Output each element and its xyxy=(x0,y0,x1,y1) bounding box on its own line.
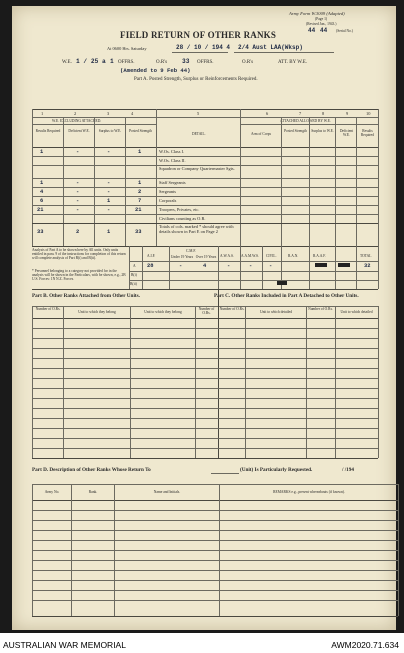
col-number-2: 2 xyxy=(74,111,77,116)
r7-c4: 21 xyxy=(135,207,142,213)
col-number-9: 9 xyxy=(346,111,349,116)
vline-a-10 xyxy=(378,109,379,246)
serial-number-dup: 44 xyxy=(320,27,328,34)
part-c-title: Part C. Other Ranks Included in Part A Detached to Other Units. xyxy=(214,293,359,299)
r4-c4: 1 xyxy=(138,180,142,186)
footer-institution: AUSTRALIAN WAR MEMORIAL xyxy=(3,640,126,650)
detail-row-6: Corporals xyxy=(159,198,177,203)
d-row-6 xyxy=(32,560,398,561)
bc-vline-2 xyxy=(130,306,131,458)
d-row-5 xyxy=(32,550,398,551)
table-a-number-line xyxy=(32,117,378,118)
serial-number: 44 xyxy=(308,27,316,34)
analysis-vline-1 xyxy=(142,246,143,289)
c-col-1: Number of O.Rs. xyxy=(219,307,245,311)
unit-underline xyxy=(234,52,334,53)
analysis-row-bii: B(ii) xyxy=(130,282,137,286)
b-col-3: Unit to which they belong xyxy=(144,310,182,314)
table-a-bottom xyxy=(32,246,378,247)
we-value: 1 / 25 a xyxy=(76,58,106,65)
c-col-4: Unit to which detailed xyxy=(340,310,373,314)
bc-bottom xyxy=(32,458,378,459)
detail-row-4: Staff Sergeants xyxy=(159,180,186,185)
col-number-7: 7 xyxy=(299,111,302,116)
att-label: ATT. BY W.E. xyxy=(278,60,308,65)
vline-a-8 xyxy=(335,117,336,246)
r5-c4: 2 xyxy=(138,189,142,195)
r5-c1: 4 xyxy=(40,189,44,195)
total-c1: 33 xyxy=(37,229,44,235)
total-c2: 2 xyxy=(76,229,80,235)
part-d-title: Part D. Description of Other Ranks Whose Return To xyxy=(32,467,151,473)
b-col-4: Number of O.Rs. xyxy=(198,307,215,316)
d-row-8 xyxy=(32,580,398,581)
r5-c2: - xyxy=(76,189,80,195)
detail-row-3: Squadron or Company Quartermaster Sgts. xyxy=(159,166,235,171)
unit-name: 2/4 Aust LAA(Wksp) xyxy=(238,44,303,51)
analysis-aamws: A.A.M.W.S. xyxy=(241,254,259,258)
analysis-cmf: C.M.F. xyxy=(186,249,196,253)
footer-accession: AWM2020.71.634 xyxy=(331,640,399,650)
at-line-prefix: At 0600 Hrs. Saturday xyxy=(107,46,147,51)
analysis-vline-3 xyxy=(218,246,219,289)
form-sheet xyxy=(12,6,396,630)
d-header-bottom xyxy=(32,500,398,501)
vline-a-2 xyxy=(94,117,95,246)
analysis-raaf: R.A.A.F. xyxy=(313,254,326,258)
analysis-vline-10 xyxy=(378,246,379,289)
total-c4: 33 xyxy=(135,229,142,235)
total-c3: 1 xyxy=(107,229,111,235)
r7-c1: 21 xyxy=(37,207,44,213)
d-col-remarks: REMARKS e.g., present whereabouts (if known). xyxy=(273,490,345,494)
b-col-2: Unit to which they belong xyxy=(78,310,116,314)
d-col-name: Name and Initials. xyxy=(153,490,181,494)
revised-note: (Revised Jan., 1943.) xyxy=(306,22,337,26)
d-header-top xyxy=(32,484,398,485)
analysis-note-2: * Personnel belonging to a category not provided for in the analysis will be shown in the Particulars, with be shown, e.g., 2B U.S. Forces: 1N N.Z. Forces. xyxy=(32,269,126,282)
right-group-label: ATTACHED ALLOWED BY W.E. xyxy=(280,119,331,123)
r6-c4: 7 xyxy=(138,198,142,204)
return-date: 28 / 10 / 194 4 xyxy=(176,44,231,51)
we-label: W.E. xyxy=(62,60,72,65)
bc-row-6 xyxy=(32,378,378,379)
part-b-title: Part B. Other Ranks Attached from Other Units. xyxy=(32,293,140,299)
detail-row-8: Civilians counting as O.R. xyxy=(159,216,206,221)
ors2-label: O.R's xyxy=(242,60,254,65)
c-col-2: Unit to which detailed xyxy=(259,310,293,314)
bc-row-2 xyxy=(32,338,378,339)
vline-a-3 xyxy=(125,117,126,246)
redaction-block-1 xyxy=(315,263,327,267)
bc-vline-0 xyxy=(32,306,33,458)
ors-value: 33 xyxy=(182,58,190,65)
analysis-value-cmf-under19: - xyxy=(179,263,183,269)
header-results-required: Results Required xyxy=(35,129,61,133)
r4-c2: - xyxy=(76,180,80,186)
bc-vline-1 xyxy=(63,306,64,458)
r6-c3: 1 xyxy=(107,198,111,204)
analysis-vline-9 xyxy=(356,246,357,289)
analysis-vline-5 xyxy=(262,246,263,289)
r1-c3: - xyxy=(107,149,111,155)
archive-footer xyxy=(0,638,404,653)
r4-c1: 1 xyxy=(40,180,44,186)
r1-c4: 1 xyxy=(138,149,142,155)
vline-a-1 xyxy=(63,117,64,246)
analysis-row-line-2 xyxy=(129,280,378,281)
c-col-3: Number of O.Rs. xyxy=(308,307,333,311)
col-number-1: 1 xyxy=(41,111,44,116)
detail-row-9: Totals of cols. marked * should agree with details shown in Part E on Page 2 xyxy=(159,224,234,235)
bc-header-bottom xyxy=(32,318,378,319)
offrs2-label: OFFRS. xyxy=(197,60,214,65)
part-a-title: Part A. Posted Strength, Surplus or Reinforcements Required. xyxy=(134,77,258,82)
part-d-title-mid: (Unit) Is Particularly Requested. xyxy=(240,467,313,473)
bc-vline-3 xyxy=(195,306,196,458)
row-line-1 xyxy=(32,156,378,157)
vline-a-7 xyxy=(309,117,310,246)
bc-row-5 xyxy=(32,368,378,369)
d-row-9 xyxy=(32,590,398,591)
bc-row-9 xyxy=(32,408,378,409)
analysis-value-total: 32 xyxy=(364,263,371,269)
row-line-3 xyxy=(32,178,378,179)
analysis-vline-2 xyxy=(169,246,170,289)
bc-row-3 xyxy=(32,348,378,349)
analysis-row-line-1 xyxy=(129,271,378,272)
d-row-1 xyxy=(32,510,398,511)
offrs-label: OFFRS. xyxy=(118,60,135,65)
analysis-cmf-under19: Under 19 Years xyxy=(170,255,194,259)
offrs-value: 1 xyxy=(110,58,114,65)
vline-a-6 xyxy=(281,117,282,246)
row-line-5 xyxy=(32,196,378,197)
date-underline xyxy=(172,52,228,53)
analysis-value-awas: - xyxy=(227,263,231,269)
header-surplus-we: Surplus to W.E. xyxy=(98,129,122,133)
col-number-8: 8 xyxy=(322,111,325,116)
serial-label: (Serial No.) xyxy=(336,29,353,33)
redaction-block-3 xyxy=(277,281,287,285)
part-d-date: / /194 xyxy=(342,467,354,473)
b-col-1: Number of O.Rs. xyxy=(35,307,61,311)
analysis-vline-7 xyxy=(309,246,310,289)
bc-vline-7 xyxy=(335,306,336,458)
analysis-cmf-over19: Over 19 Years xyxy=(195,255,217,259)
row-line-6 xyxy=(32,205,378,206)
redaction-block-2 xyxy=(338,263,350,267)
detail-row-1: W.Os. Class I. xyxy=(159,149,185,154)
bc-vline-5 xyxy=(245,306,246,458)
r6-c1: 6 xyxy=(40,198,44,204)
row-line-7 xyxy=(32,214,378,215)
bc-row-10 xyxy=(32,418,378,419)
r7-c3: - xyxy=(107,207,111,213)
bc-row-7 xyxy=(32,388,378,389)
detail-header: DETAIL. xyxy=(192,132,206,136)
r5-c3: - xyxy=(107,189,111,195)
col-number-4: 4 xyxy=(131,111,134,116)
analysis-vline-4 xyxy=(240,246,241,289)
d-row-7 xyxy=(32,570,398,571)
amended-note: (Amended to 9 Feb 44) xyxy=(120,67,191,74)
part-d-unit-underline xyxy=(211,473,239,474)
analysis-ran: R.A.N. xyxy=(288,254,299,258)
analysis-note: Analysis of Part A to be shown here by All units. Only units entitled in para. 9 of the instructions for completion of this return will complete analysis of Part B(i) and B(ii). xyxy=(32,248,126,261)
bc-vline-8 xyxy=(378,306,379,458)
bc-vline-4 xyxy=(218,290,219,458)
analysis-vline-8 xyxy=(335,246,336,289)
vline-a-9 xyxy=(356,117,357,246)
bc-row-1 xyxy=(32,328,378,329)
analysis-value-civil: - xyxy=(269,263,273,269)
analysis-civil: CIVIL. xyxy=(266,254,277,258)
header-results-att: Results Required xyxy=(360,129,375,138)
analysis-bottom xyxy=(32,289,378,290)
analysis-total: TOTAL xyxy=(360,254,372,258)
table-a-header-bottom xyxy=(32,147,378,148)
detail-row-7: Troopers, Privates, etc. xyxy=(159,207,200,212)
r1-c2: - xyxy=(76,149,80,155)
d-row-3 xyxy=(32,530,398,531)
r7-c2: - xyxy=(76,207,80,213)
form-title: FIELD RETURN OF OTHER RANKS xyxy=(120,30,277,40)
analysis-row-bi: B(i) xyxy=(131,273,137,277)
form-number: Army Form W.3009 (Adapted) xyxy=(289,11,345,16)
header-deficient-we: Deficient W.E. xyxy=(68,129,90,133)
bc-vline-6 xyxy=(306,306,307,458)
analysis-value-cmf-over19: 4 xyxy=(203,263,207,269)
bc-row-8 xyxy=(32,398,378,399)
left-group-label: W.E. EXCLUDING ATTACHED. xyxy=(52,119,102,123)
d-col-rank: Rank. xyxy=(88,490,98,494)
col-number-10: 10 xyxy=(366,111,371,116)
page-note: (Page 1) xyxy=(315,17,328,21)
col-number-5: 5 xyxy=(197,111,200,116)
col-number-3: 3 xyxy=(107,111,110,116)
table-a-top xyxy=(32,109,378,110)
analysis-aif: A.I.F. xyxy=(147,254,156,258)
analysis-header-bottom xyxy=(129,261,378,262)
analysis-value-aif: 28 xyxy=(147,263,154,269)
bc-row-11 xyxy=(32,428,378,429)
bc-row-13 xyxy=(32,448,378,449)
header-surplus-att: Surplus to W.E. xyxy=(311,129,334,133)
r4-c3: - xyxy=(107,180,111,186)
d-col-army-no: Army No. xyxy=(44,490,60,494)
d-row-4 xyxy=(32,540,398,541)
bc-row-12 xyxy=(32,438,378,439)
detail-row-5: Sergeants xyxy=(159,189,176,194)
header-posted-strength: Posted Strength xyxy=(129,129,152,133)
analysis-value-aamws: - xyxy=(249,263,253,269)
header-arm-corps: Arm of Corps xyxy=(251,132,271,136)
r1-c1: 1 xyxy=(40,149,44,155)
bc-row-4 xyxy=(32,358,378,359)
col-number-6: 6 xyxy=(266,111,269,116)
d-vline-4 xyxy=(398,484,399,616)
d-bottom xyxy=(32,616,398,617)
d-row-10 xyxy=(32,600,398,601)
header-posted-strength-att: Posted Strength xyxy=(284,129,307,133)
analysis-row-a: A xyxy=(133,264,136,268)
d-row-2 xyxy=(32,520,398,521)
row-line-4 xyxy=(32,187,378,188)
r6-c2: - xyxy=(76,198,80,204)
detail-row-2: W.Os. Class II. xyxy=(159,158,186,163)
analysis-awas: A.W.A.S. xyxy=(220,254,234,258)
ors-label: O.R's xyxy=(156,60,168,65)
header-deficient-att: Deficient W.E. xyxy=(339,129,354,138)
